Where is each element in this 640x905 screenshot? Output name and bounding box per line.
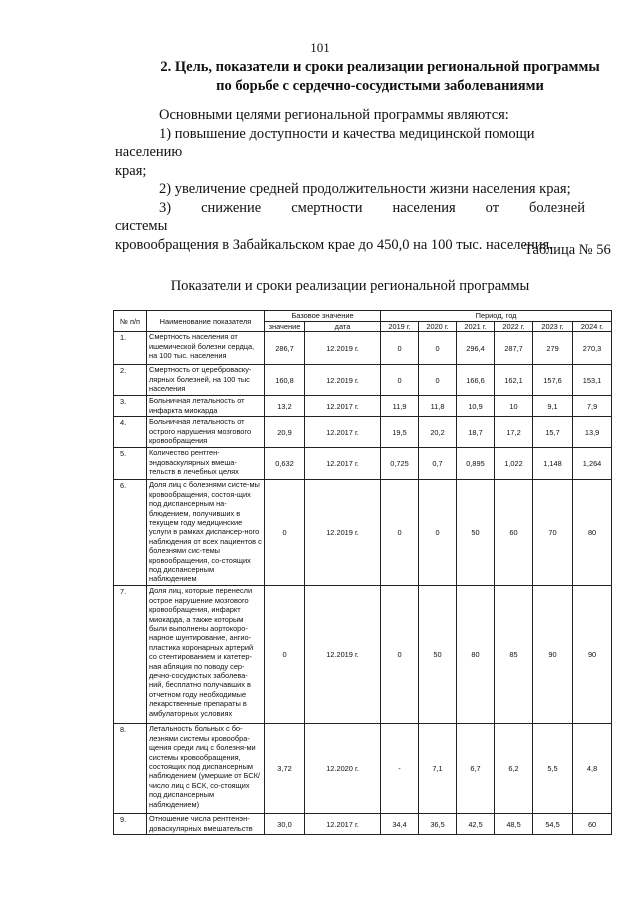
value-2020: 36,5 xyxy=(419,814,457,835)
goals-lead: Основными целями региональной программы являются: xyxy=(159,107,509,123)
table-row xyxy=(114,586,612,724)
value-2024: 270,3 xyxy=(573,332,612,365)
value-2019: 0 xyxy=(381,365,419,396)
value-2021: 18,7 xyxy=(457,417,495,448)
value-2020: 50 xyxy=(419,586,457,724)
value-2022: 6,2 xyxy=(495,724,533,814)
indicator-name: Летальность больных с бо-лезнями системы кровообра-щения среди лиц с болезня-ми системы кровообращения, состоящих под диспансерным наблюдением (умершие от БСК/ число лиц с БСК, со-стоящих под диспансерным наблюдением) xyxy=(147,724,265,814)
row-number: 9. xyxy=(114,814,147,835)
header-base-date: дата xyxy=(305,322,381,332)
value-2022: 48,5 xyxy=(495,814,533,835)
value-2020: 0,7 xyxy=(419,448,457,480)
goal-3-line1: 3) снижение смертности населения от болезней системы xyxy=(115,199,585,234)
table-row xyxy=(114,448,612,480)
header-num: № п/п xyxy=(114,311,147,332)
value-2019: 0,725 xyxy=(381,448,419,480)
value-2022: 85 xyxy=(495,586,533,724)
value-2024: 153,1 xyxy=(573,365,612,396)
intro-text xyxy=(115,106,585,254)
value-2022: 1,022 xyxy=(495,448,533,480)
row-number: 6. xyxy=(114,480,147,586)
header-year: 2024 г. xyxy=(573,322,612,332)
value-2019: 0 xyxy=(381,480,419,586)
table-number: Таблица № 56 xyxy=(524,242,611,258)
value-2023: 1,148 xyxy=(533,448,573,480)
section-title-line2: по борьбе с сердечно-сосудистыми заболеваниями xyxy=(216,78,544,94)
value-2021: 166,6 xyxy=(457,365,495,396)
value-2024: 13,9 xyxy=(573,417,612,448)
value-2019: 34,4 xyxy=(381,814,419,835)
value-2020: 20,2 xyxy=(419,417,457,448)
indicators-table xyxy=(113,310,612,835)
base-value: 3,72 xyxy=(265,724,305,814)
value-2021: 6,7 xyxy=(457,724,495,814)
table-row xyxy=(114,724,612,814)
base-date: 12.2019 г. xyxy=(305,480,381,586)
value-2021: 10,9 xyxy=(457,396,495,417)
base-value: 0 xyxy=(265,480,305,586)
value-2019: 0 xyxy=(381,586,419,724)
value-2021: 296,4 xyxy=(457,332,495,365)
indicator-name: Больничная летальность от острого нарушения мозгового кровообращения xyxy=(147,417,265,448)
header-year: 2023 г. xyxy=(533,322,573,332)
row-number: 3. xyxy=(114,396,147,417)
value-2020: 0 xyxy=(419,480,457,586)
value-2022: 287,7 xyxy=(495,332,533,365)
value-2021: 0,895 xyxy=(457,448,495,480)
value-2023: 5,5 xyxy=(533,724,573,814)
value-2023: 90 xyxy=(533,586,573,724)
base-date: 12.2020 г. xyxy=(305,724,381,814)
table-row xyxy=(114,365,612,396)
header-base: Базовое значение xyxy=(265,311,381,322)
header-year: 2022 г. xyxy=(495,322,533,332)
indicator-name: Отношение числа рентгенэн-доваскулярных вмешательств xyxy=(147,814,265,835)
base-date: 12.2017 г. xyxy=(305,814,381,835)
value-2024: 4,8 xyxy=(573,724,612,814)
table-row xyxy=(114,814,612,835)
base-value: 13,2 xyxy=(265,396,305,417)
row-number: 7. xyxy=(114,586,147,724)
table-caption: Показатели и сроки реализации региональной программы xyxy=(170,278,530,294)
table-row xyxy=(114,332,612,365)
goal-1-line2: края; xyxy=(115,162,147,179)
base-value: 30,0 xyxy=(265,814,305,835)
base-date: 12.2019 г. xyxy=(305,365,381,396)
table-row xyxy=(114,396,612,417)
value-2020: 0 xyxy=(419,365,457,396)
value-2022: 162,1 xyxy=(495,365,533,396)
value-2021: 42,5 xyxy=(457,814,495,835)
value-2024: 7,9 xyxy=(573,396,612,417)
base-value: 20,9 xyxy=(265,417,305,448)
base-value: 0 xyxy=(265,586,305,724)
value-2024: 80 xyxy=(573,480,612,586)
value-2021: 50 xyxy=(457,480,495,586)
value-2019: 19,5 xyxy=(381,417,419,448)
header-base-value: значение xyxy=(265,322,305,332)
goal-1-line1: 1) повышение доступности и качества медицинской помощи населению xyxy=(115,125,535,160)
table-row xyxy=(114,417,612,448)
header-year: 2021 г. xyxy=(457,322,495,332)
section-title xyxy=(150,58,610,96)
page-number: 101 xyxy=(310,40,330,55)
header-name: Наименование показателя xyxy=(147,311,265,332)
base-value: 160,8 xyxy=(265,365,305,396)
value-2019: - xyxy=(381,724,419,814)
value-2023: 9,1 xyxy=(533,396,573,417)
base-date: 12.2019 г. xyxy=(305,332,381,365)
base-date: 12.2017 г. xyxy=(305,417,381,448)
value-2020: 0 xyxy=(419,332,457,365)
header-period: Период, год xyxy=(381,311,612,322)
table-row xyxy=(114,480,612,586)
row-number: 1. xyxy=(114,332,147,365)
value-2023: 70 xyxy=(533,480,573,586)
value-2021: 80 xyxy=(457,586,495,724)
base-value: 0,632 xyxy=(265,448,305,480)
value-2024: 1,264 xyxy=(573,448,612,480)
base-date: 12.2017 г. xyxy=(305,448,381,480)
indicator-name: Смертность от цереброваску-лярных болезней, на 100 тыс населения xyxy=(147,365,265,396)
value-2023: 279 xyxy=(533,332,573,365)
indicator-name: Больничная летальность от инфаркта миокарда xyxy=(147,396,265,417)
base-date: 12.2017 г. xyxy=(305,396,381,417)
value-2022: 10 xyxy=(495,396,533,417)
value-2024: 60 xyxy=(573,814,612,835)
value-2020: 7,1 xyxy=(419,724,457,814)
indicator-name: Доля лиц с болезнями систе-мы кровообращения, состоя-щих под диспансерным на-блюдением, получивших в текущем году медицинские услуги в рамках диспансер-ного наблюдения от всех пациентов с болезнями сис-темы кровообращения, со-стоящих под диспансерным наблюдением xyxy=(147,480,265,586)
value-2019: 11,9 xyxy=(381,396,419,417)
indicator-name: Доля лиц, которые перенесли острое нарушение мозгового кровообращения, инфаркт миокарда, а также которым были выполнены аортокоро-нарное шунтирование, ангио-пластика коронарных артерий со стентированием и катетер-ная абляция по поводу сер-дечно-сосудистых заболева-ний, бесплатно получавших в отчетном году необходимые лекарственные препараты в амбулаторных условиях xyxy=(147,586,265,724)
value-2023: 157,6 xyxy=(533,365,573,396)
header-year: 2020 г. xyxy=(419,322,457,332)
indicator-name: Смертность населения от ишемической болезни сердца, на 100 тыс. населения xyxy=(147,332,265,365)
section-title-line1: 2. Цель, показатели и сроки реализации региональной программы xyxy=(160,59,600,75)
value-2020: 11,8 xyxy=(419,396,457,417)
goal-2: 2) увеличение средней продолжительности жизни населения края; xyxy=(159,181,571,197)
value-2022: 17,2 xyxy=(495,417,533,448)
value-2023: 54,5 xyxy=(533,814,573,835)
value-2024: 90 xyxy=(573,586,612,724)
goal-3-line2: кровообращения в Забайкальском крае до 450,0 на 100 тыс. населения. xyxy=(115,236,553,253)
base-value: 286,7 xyxy=(265,332,305,365)
indicator-name: Количество рентген-эндоваскулярных вмеша-тельств в лечебных целях xyxy=(147,448,265,480)
value-2023: 15,7 xyxy=(533,417,573,448)
row-number: 4. xyxy=(114,417,147,448)
row-number: 8. xyxy=(114,724,147,814)
row-number: 2. xyxy=(114,365,147,396)
value-2019: 0 xyxy=(381,332,419,365)
base-date: 12.2019 г. xyxy=(305,586,381,724)
value-2022: 60 xyxy=(495,480,533,586)
row-number: 5. xyxy=(114,448,147,480)
header-year: 2019 г. xyxy=(381,322,419,332)
